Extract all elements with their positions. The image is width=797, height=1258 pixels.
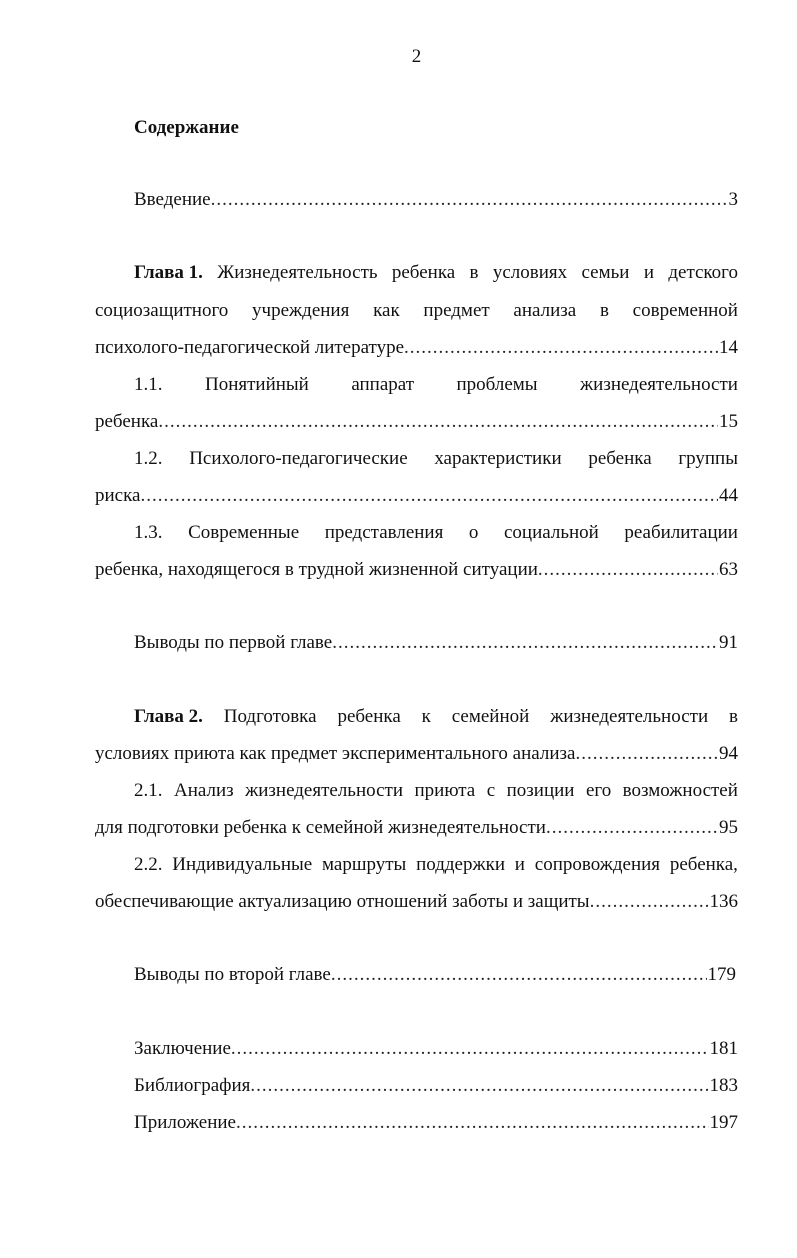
toc-entry-conclusion[interactable]: Заключение ..... 181: [134, 1034, 738, 1064]
toc-section-1-3-line1[interactable]: 1.3. Современные представления о социальной реабилитации: [134, 522, 738, 543]
toc-page-number: 91: [719, 632, 738, 653]
toc-page-number: 183: [709, 1075, 738, 1096]
toc-section-1-2-line2[interactable]: риска ..... 44: [95, 481, 738, 511]
toc-page-number: 94: [719, 743, 738, 764]
toc-entry-conclusions-chapter1[interactable]: Выводы по первой главе ..... 91: [134, 628, 738, 658]
toc-section-1-2-line1[interactable]: 1.2. Психолого-педагогические характеристики ребенка группы: [134, 448, 738, 469]
toc-section-2-2-line2[interactable]: обеспечивающие актуализацию отношений заботы и защиты ..... 136: [95, 887, 738, 917]
dot-leader: [158, 407, 718, 437]
toc-chapter1-line2[interactable]: социозащитного учреждения как предмет анализа в современной: [95, 300, 738, 321]
toc-page-number: 14: [719, 337, 738, 358]
chapter-label: Глава 2.: [134, 706, 203, 727]
toc-chapter2-line2[interactable]: условиях приюта как предмет экспериментального анализа ..... 94: [95, 739, 738, 769]
toc-entry-bibliography[interactable]: Библиография ..... 183: [134, 1071, 738, 1101]
toc-section-1-1-line2[interactable]: ребенка ..... 15: [95, 407, 738, 437]
toc-page-number: 181: [709, 1038, 738, 1059]
toc-page-number: 3: [728, 189, 738, 210]
dot-leader: [211, 185, 728, 215]
dot-leader: [590, 887, 709, 917]
dot-leader: [331, 960, 707, 990]
toc-entry-introduction[interactable]: [134, 185, 738, 215]
toc-title: Содержание: [134, 117, 239, 138]
toc-page-number: 136: [709, 891, 738, 912]
toc-page-number: 197: [709, 1112, 738, 1133]
toc-chapter1-line1[interactable]: Глава 1. Жизнедеятельность ребенка в условиях семьи и детского: [134, 258, 738, 288]
toc-entry-conclusions-chapter2[interactable]: Выводы по второй главе ..... 179: [134, 960, 736, 990]
dot-leader: [538, 555, 718, 585]
toc-section-1-3-line2[interactable]: ребенка, находящегося в трудной жизненной ситуации ..... 63: [95, 555, 738, 585]
toc-page-number: 44: [719, 485, 738, 506]
dot-leader: [546, 813, 718, 843]
toc-chapter1-line3[interactable]: психолого-педагогической литературе ..... 14: [95, 333, 738, 363]
toc-page-number: 179: [707, 964, 736, 985]
toc-page-number: 63: [719, 559, 738, 580]
dot-leader: [140, 481, 718, 511]
toc-section-2-2-line1[interactable]: 2.2. Индивидуальные маршруты поддержки и сопровождения ребенка,: [134, 854, 738, 875]
toc-section-1-1-line1[interactable]: 1.1. Понятийный аппарат проблемы жизнедеятельности: [134, 374, 738, 395]
toc-entry-appendix[interactable]: Приложение ..... 197: [134, 1108, 738, 1138]
dot-leader: [575, 739, 718, 769]
dot-leader: [236, 1108, 709, 1138]
dot-leader: [250, 1071, 708, 1101]
toc-section-2-1-line2[interactable]: для подготовки ребенка к семейной жизнедеятельности ..... 95: [95, 813, 738, 843]
dot-leader: [332, 628, 718, 658]
toc-section-2-1-line1[interactable]: 2.1. Анализ жизнедеятельности приюта с позиции его возможностей: [134, 780, 738, 801]
toc-page-number: 15: [719, 411, 738, 432]
toc-page-number: 95: [719, 817, 738, 838]
dot-leader: [404, 333, 718, 363]
dot-leader: [231, 1034, 709, 1064]
page-number: 2: [411, 46, 422, 67]
toc-entry-text: Введение: [134, 189, 211, 210]
chapter-label: Глава 1.: [134, 262, 203, 283]
toc-chapter2-line1[interactable]: Глава 2. Подготовка ребенка к семейной жизнедеятельности в: [134, 702, 738, 732]
